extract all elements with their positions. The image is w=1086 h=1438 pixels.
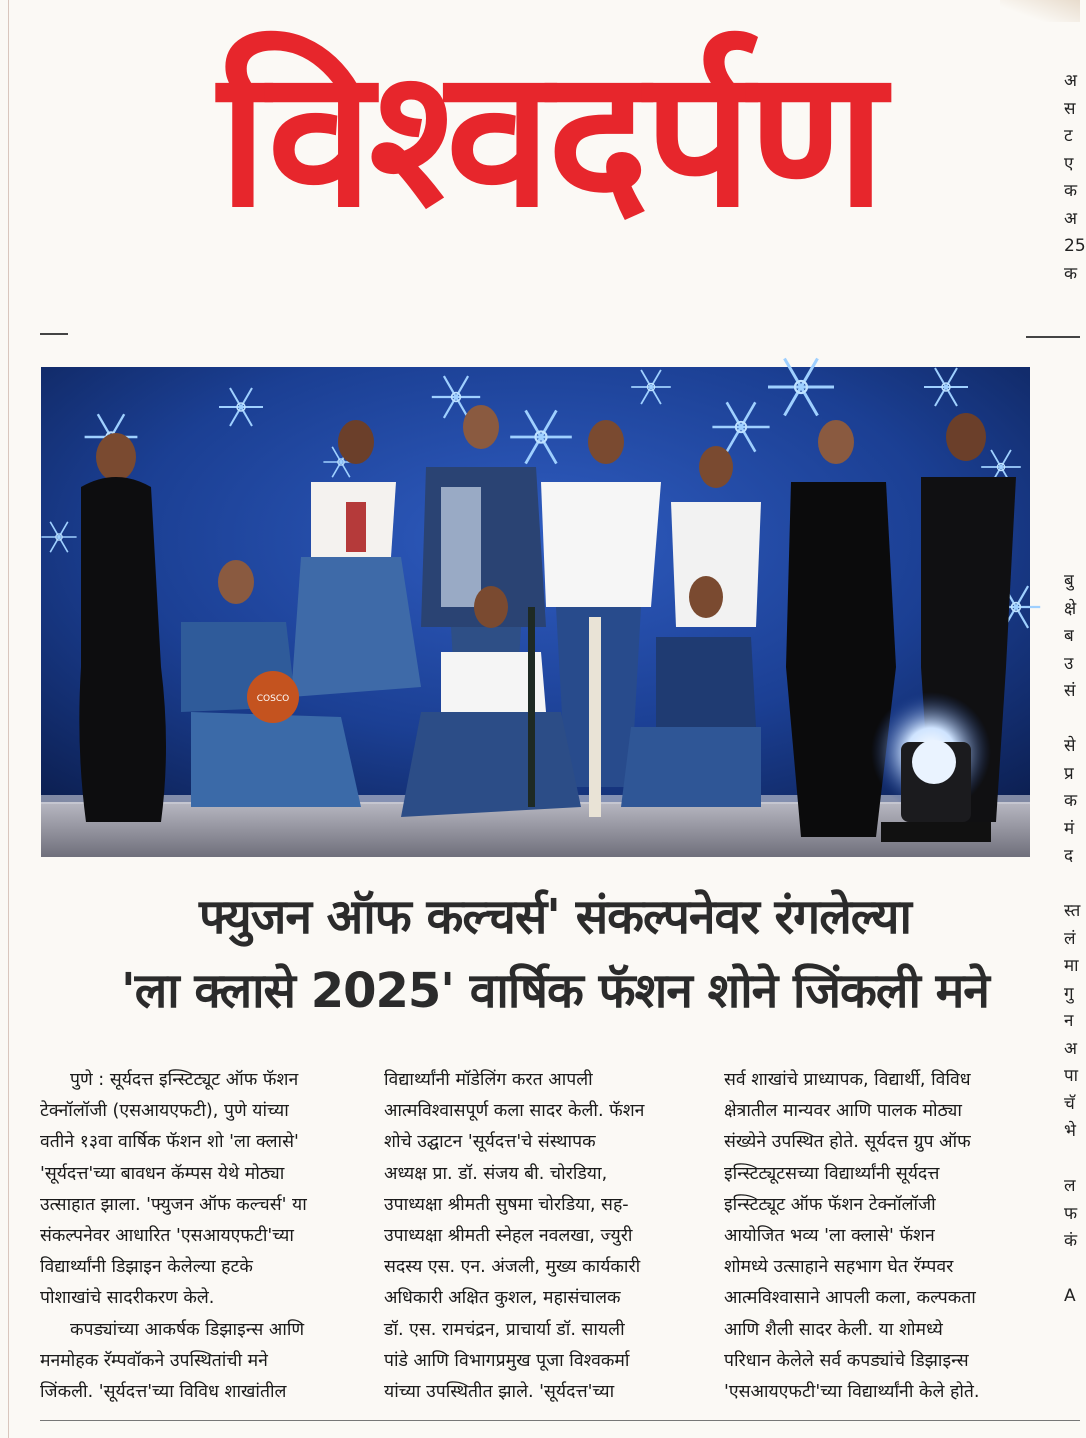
article-line: क्षे bbox=[1064, 598, 1077, 619]
article-line: चॅ bbox=[1064, 1093, 1075, 1114]
article-line: द bbox=[1064, 846, 1074, 866]
article-line: डॉ. एस. रामचंद्रन, प्राचार्या डॉ. सायली bbox=[384, 1319, 625, 1340]
article-line: मं bbox=[1064, 818, 1075, 839]
fashion-show-photo bbox=[41, 367, 1030, 857]
article-line bbox=[1064, 1256, 1080, 1284]
paper-fold-shadow bbox=[1000, 0, 1080, 22]
article-line: इन्स्टिट्यूटसच्या विद्यार्थ्यांनी सूर्यदत्त bbox=[724, 1163, 940, 1184]
article-line: ल bbox=[1064, 1176, 1076, 1196]
article-line: ट bbox=[1064, 126, 1073, 146]
article-line: शोमध्ये उत्साहाने सहभाग घेत रॅम्पवर bbox=[724, 1257, 954, 1278]
article-line: प्र bbox=[1064, 763, 1074, 784]
article-line: पा bbox=[1064, 1066, 1079, 1086]
article-line: क्षेत्रातील मान्यवर आणि पालक मोठ्या bbox=[724, 1101, 962, 1122]
article-line: क bbox=[1064, 181, 1078, 201]
page-bottom-rule bbox=[40, 1420, 1080, 1421]
article-line: संख्येने उपस्थित होते. सूर्यदत्त ग्रुप ऑफ bbox=[724, 1132, 971, 1153]
article-line: अध्यक्ष प्रा. डॉ. संजय बी. चोरडिया, bbox=[384, 1163, 608, 1184]
article-line: विद्यार्थ्यांनी डिझाइन केलेल्या हटके bbox=[40, 1257, 253, 1278]
article-line: कं bbox=[1064, 1231, 1078, 1251]
article-line: फ bbox=[1064, 1203, 1078, 1224]
article-line: उपाध्यक्षा श्रीमती सुषमा चोरडिया, सह- bbox=[384, 1194, 629, 1215]
article-line: टेक्नॉलॉजी (एसआयएफटी), पुणे यांच्या bbox=[40, 1101, 289, 1122]
article-line: ब bbox=[1064, 626, 1074, 646]
article-line: 'सूर्यदत्त'च्या बावधन कॅम्पस येथे मोठ्या bbox=[40, 1163, 285, 1184]
page-edge-rule bbox=[8, 0, 9, 1438]
article-line: 25 bbox=[1064, 236, 1086, 256]
article-line: अ bbox=[1064, 1038, 1077, 1059]
article-line: परिधान केलेले सर्व कपड्यांचे डिझाइन्स bbox=[724, 1350, 969, 1371]
article-line: आत्मविश्वासपूर्ण कला सादर केली. फॅशन bbox=[384, 1101, 645, 1122]
newspaper-masthead: विश्वदर्पण bbox=[218, 28, 882, 249]
article-line: आत्मविश्वासाने आपली कला, कल्पकता bbox=[724, 1288, 976, 1309]
article-line: आणि शैली सादर केली. या शोमध्ये bbox=[724, 1319, 943, 1340]
article-line: उपाध्यक्षा श्रीमती स्नेहल नवलखा, ज्युरी bbox=[384, 1225, 633, 1246]
article-line: विद्यार्थ्यांनी मॉडेलिंग करत आपली bbox=[384, 1070, 593, 1090]
article-line: इन्स्टिट्यूट ऑफ फॅशन टेक्नॉलॉजी bbox=[724, 1194, 936, 1215]
article-line: अ bbox=[1064, 208, 1077, 229]
article-line: आयोजित भव्य 'ला क्लासे' फॅशन bbox=[724, 1225, 935, 1246]
article-line: उत्साहात झाला. 'फ्युजन ऑफ कल्चर्स' या bbox=[40, 1194, 307, 1215]
article-line: कपड्यांच्या आकर्षक डिझाइन्स आणि bbox=[70, 1319, 305, 1340]
ball-brand-label: COSCO bbox=[256, 694, 290, 704]
article-line: यांच्या उपस्थितीत झाले. 'सूर्यदत्त'च्या bbox=[384, 1381, 615, 1402]
article-column-3 bbox=[724, 1065, 1044, 1408]
article-line: लं bbox=[1064, 928, 1076, 949]
article-line: पुणे : सूर्यदत्त इन्स्टिट्यूट ऑफ फॅशन bbox=[70, 1070, 299, 1090]
headline-line-2: 'ला क्लासे 2025' वार्षिक फॅशन शोने जिंकली मने bbox=[121, 963, 989, 1019]
article-line: उ bbox=[1064, 653, 1074, 674]
article-line: पांडे आणि विभागप्रमुख पूजा विश्वकर्मा bbox=[384, 1350, 630, 1371]
cricket-bat bbox=[589, 617, 601, 817]
article-column-1 bbox=[40, 1065, 360, 1408]
article-line: स्त bbox=[1064, 901, 1081, 921]
article-line: न bbox=[1064, 1011, 1074, 1031]
article-line: मनमोहक रॅम्पवॉकने उपस्थितांची मने bbox=[40, 1350, 268, 1371]
article-line: क bbox=[1064, 263, 1078, 284]
article-line: ए bbox=[1064, 153, 1074, 174]
article-line: सदस्य एस. एन. अंजली, मुख्य कार्यकारी bbox=[384, 1257, 641, 1278]
article-line: संकल्पनेवर आधारित 'एसआयएफटी'च्या bbox=[40, 1225, 294, 1246]
article-line: अ bbox=[1064, 71, 1077, 91]
article-line: गु bbox=[1064, 983, 1074, 1004]
masthead-divider-right bbox=[1026, 336, 1080, 338]
article-line: A bbox=[1064, 1286, 1076, 1306]
article-line: पोशाखांचे सादरीकरण केले. bbox=[40, 1288, 215, 1309]
headline-line-1: फ्युजन ऑफ कल्चर्स' संकल्पनेवर रंगलेल्या bbox=[199, 889, 911, 945]
article-line: मा bbox=[1064, 956, 1079, 976]
article-column-2 bbox=[384, 1065, 702, 1408]
article-line: बु bbox=[1064, 571, 1074, 591]
article-line: से bbox=[1064, 736, 1076, 756]
article-line: जिंकली. 'सूर्यदत्त'च्या विविध शाखांतील bbox=[40, 1381, 287, 1402]
adjacent-article-column-top bbox=[1064, 68, 1086, 288]
article-line: सं bbox=[1064, 681, 1076, 701]
article-line: शोचे उद्घाटन 'सूर्यदत्त'चे संस्थापक bbox=[384, 1132, 596, 1153]
article-line: क bbox=[1064, 791, 1078, 811]
masthead-divider-left bbox=[40, 333, 68, 335]
article-line bbox=[1064, 706, 1080, 734]
article-line: सर्व शाखांचे प्राध्यापक, विद्यार्थी, विविध bbox=[724, 1070, 971, 1090]
article-line: भे bbox=[1064, 1121, 1076, 1141]
article-line: स bbox=[1064, 98, 1076, 119]
fashion-show-photo-drawing bbox=[41, 367, 1030, 857]
hockey-stick bbox=[528, 607, 535, 807]
article-line: अधिकारी अक्षित कुशल, महासंचालक bbox=[384, 1288, 621, 1309]
article-headline bbox=[40, 880, 1070, 1028]
article-line bbox=[1064, 1146, 1080, 1174]
article-line: 'एसआयएफटी'च्या विद्यार्थ्यांनी केले होते. bbox=[724, 1381, 980, 1402]
article-line: वतीने १३वा वार्षिक फॅशन शो 'ला क्लासे' bbox=[40, 1132, 299, 1153]
